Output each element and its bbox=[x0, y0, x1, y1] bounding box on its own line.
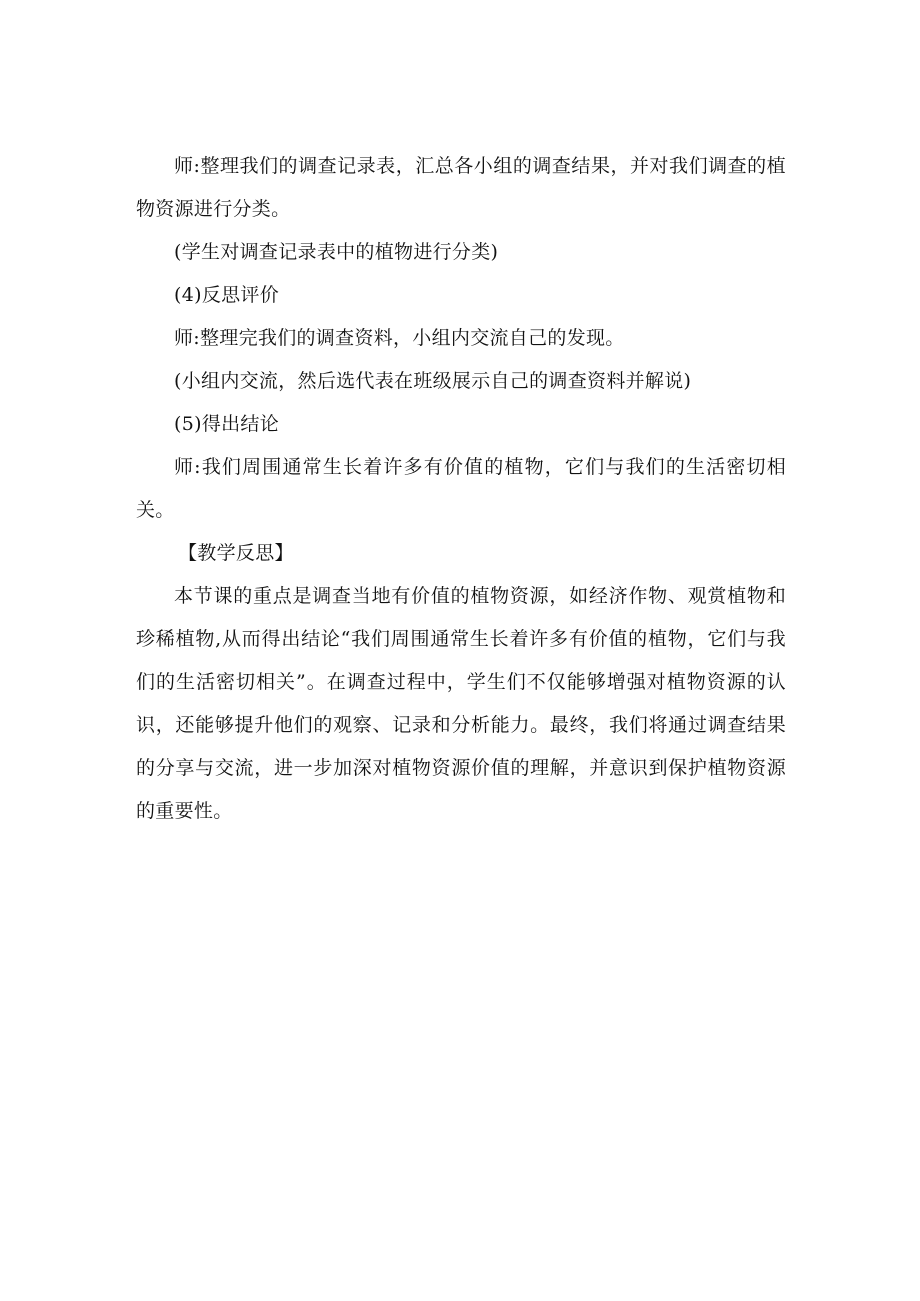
paragraph-student-classify: (学生对调查记录表中的植物进行分类) bbox=[174, 241, 499, 263]
paragraph-group-exchange: (小组内交流，然后选代表在班级展示自己的调查资料并解说) bbox=[174, 370, 692, 392]
section-heading-teaching-reflection: 【教学反思】 bbox=[178, 542, 294, 564]
paragraph-teacher-organize: 师:整理我们的调查记录表，汇总各小组的调查结果，并对我们调查的植物资源进行分类。 bbox=[136, 155, 786, 220]
paragraph-teacher-share: 师:整理完我们的调查资料，小组内交流自己的发现。 bbox=[174, 327, 625, 349]
section-heading-conclusion: (5)得出结论 bbox=[174, 413, 280, 435]
section-heading-reflection-evaluation: (4)反思评价 bbox=[174, 284, 280, 306]
document-body bbox=[136, 145, 786, 833]
paragraph-teacher-conclusion: 师:我们周围通常生长着许多有价值的植物，它们与我们的生活密切相关。 bbox=[136, 456, 786, 521]
paragraph-teaching-reflection: 本节课的重点是调查当地有价值的植物资源，如经济作物、观赏植物和珍稀植物,从而得出结论“我们周围通常生长着许多有价值的植物，它们与我们的生活密切相关”。在调查过程中，学生们不仅能够增强对植物资源的认识，还能够提升他们的观察、记录和分析能力。最终，我们将通过调查结果的分享与交流，进一步加深对植物资源价值的理解，并意识到保护植物资源的重要性。 bbox=[136, 585, 786, 822]
